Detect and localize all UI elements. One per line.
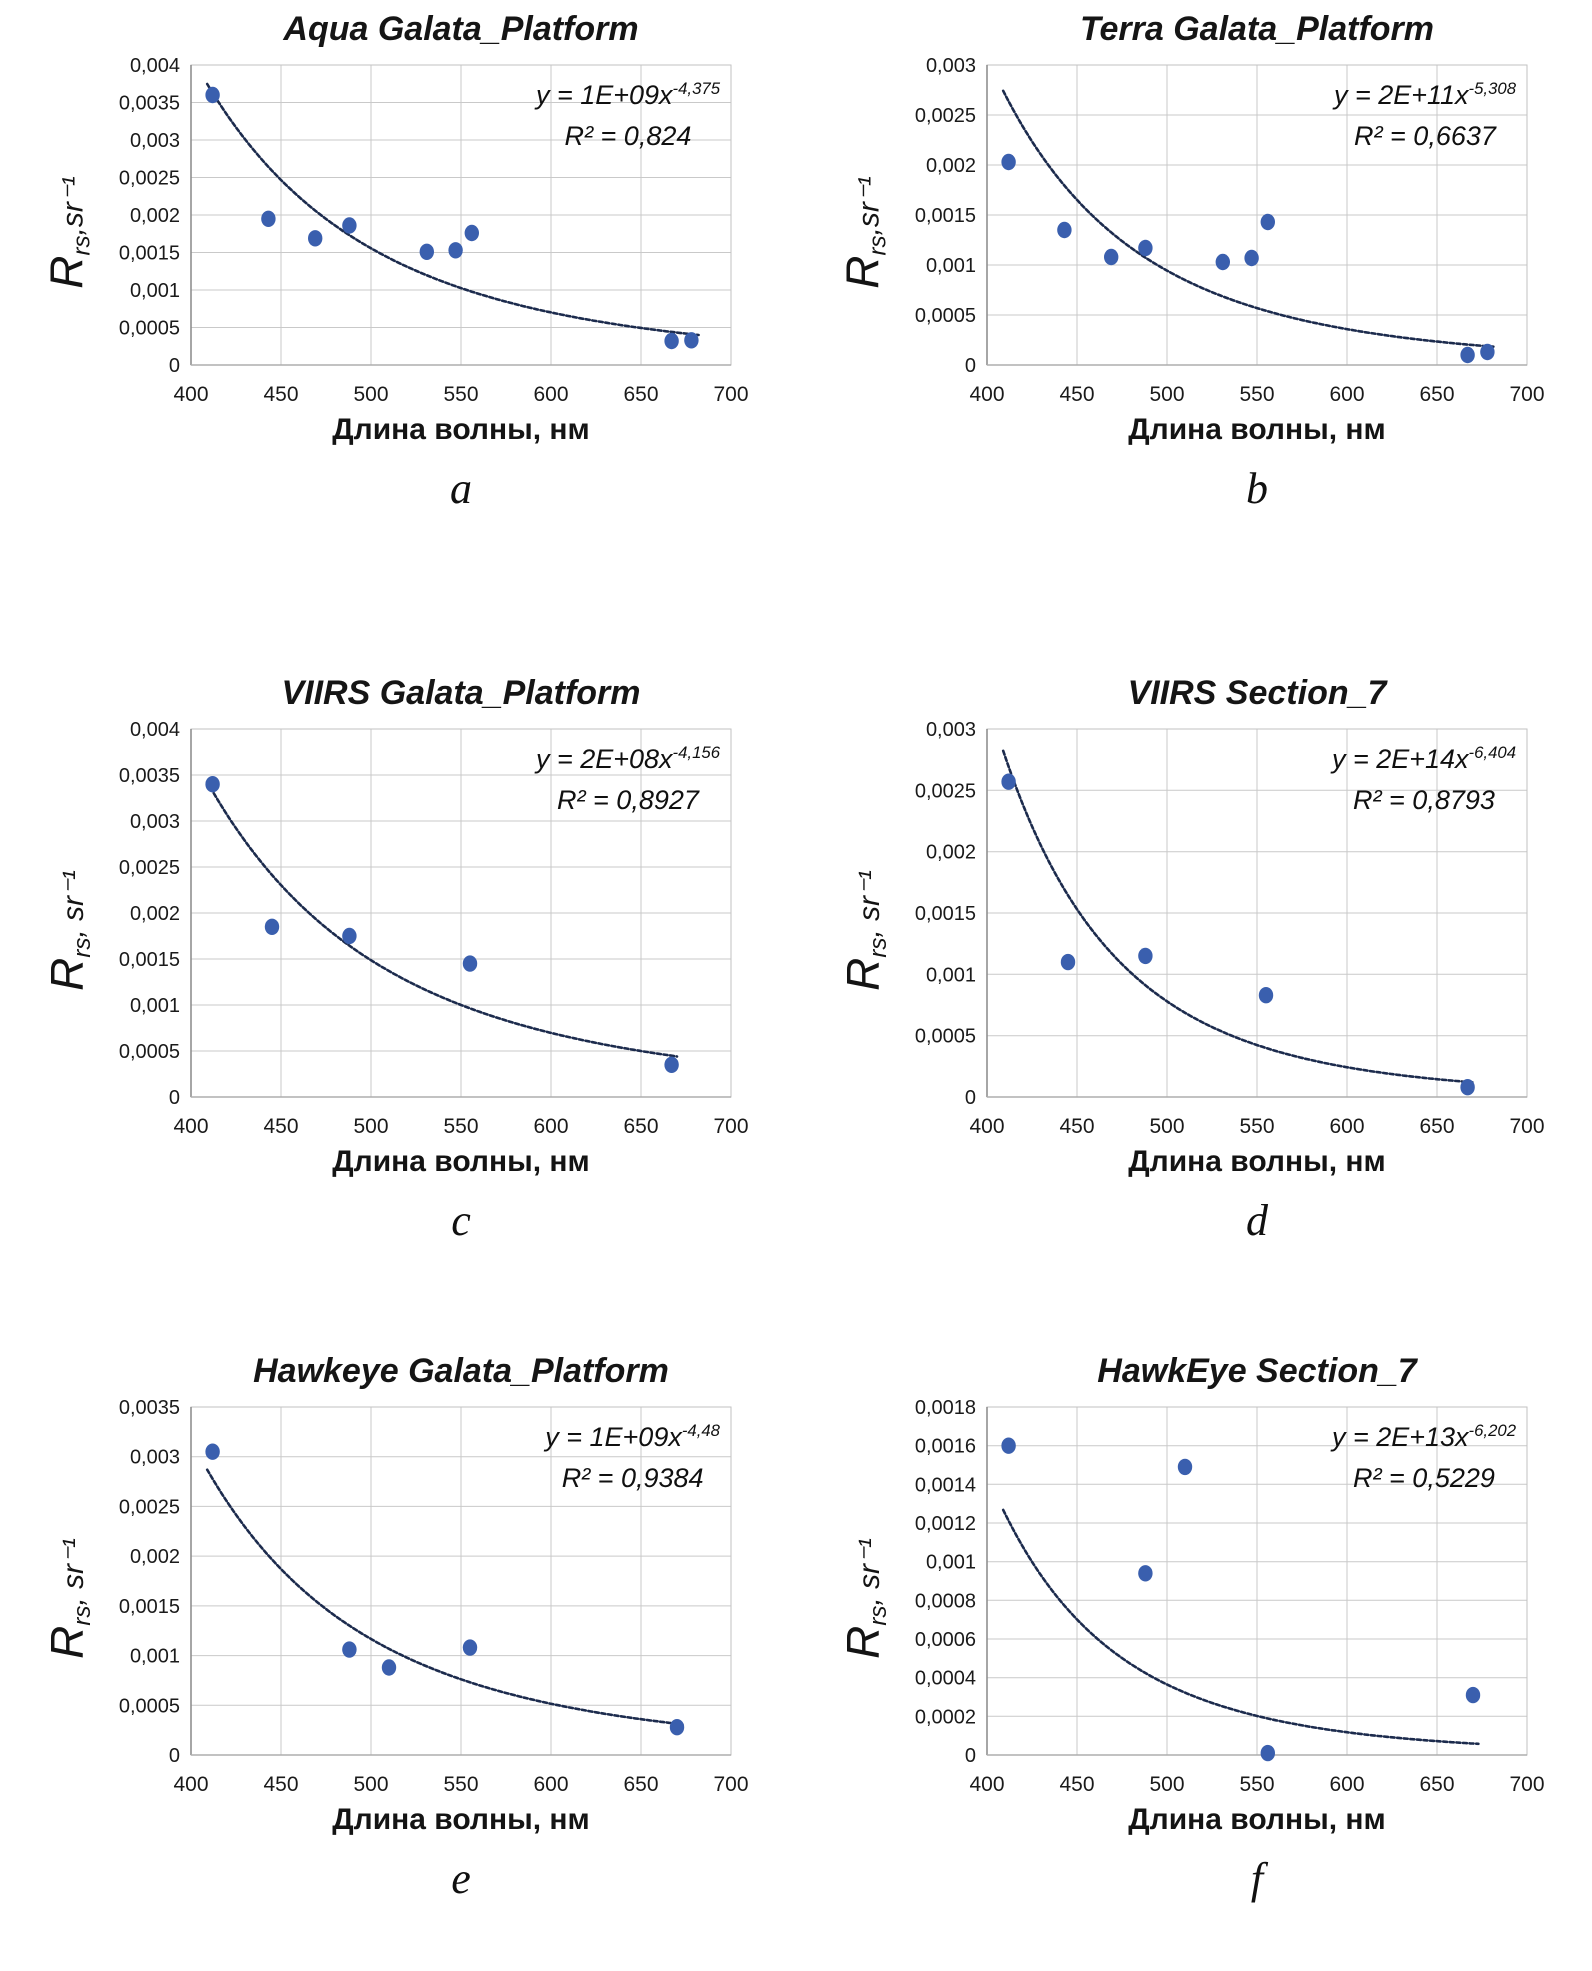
data-point [1057,221,1071,237]
x-tick-label: 600 [533,1772,569,1796]
y-tick-label: 0,004 [129,718,180,741]
y-tick-label: 0 [964,354,976,377]
data-point [205,776,219,792]
x-tick-label: 700 [1509,382,1545,406]
ylabel-subscript: rs [68,937,96,958]
x-tick-label: 500 [1149,382,1185,406]
y-tick-label: 0,0025 [118,856,180,879]
x-tick-label: 650 [1419,1772,1455,1796]
data-point [1261,213,1275,229]
r-squared-text: R² = 0,5229 [1353,1463,1495,1494]
equation-exponent: -4,48 [681,1420,720,1440]
x-tick-label: 450 [263,382,299,406]
x-tick-label: 600 [1329,1114,1365,1138]
data-point [1138,239,1152,255]
x-tick-label: 700 [713,1114,749,1138]
y-tick-label: 0 [168,1086,180,1109]
chart-title: VIIRS Galata_Platform [281,674,641,712]
y-tick-label: 0,0035 [118,92,180,114]
trendline-equation [536,75,720,159]
y-tick-label: 0,0015 [118,1595,180,1618]
y-tick-label: 0 [964,1744,976,1767]
equation-exponent: -4,375 [672,78,720,98]
data-point [448,242,462,258]
x-tick-label: 700 [1509,1772,1545,1796]
x-tick-label: 550 [443,1114,479,1138]
chart-body [40,717,756,1145]
y-tick-label: 0,0005 [118,1694,180,1717]
ylabel-symbol: R [836,255,889,289]
data-point [670,1719,684,1735]
equation-text: y = 2E+08x [535,743,673,774]
x-tick-label: 650 [623,1114,659,1138]
x-tick-label: 600 [1329,1772,1365,1796]
chart-cell-a [0,0,796,610]
y-tick-label: 0 [964,1086,976,1109]
trendline-equation [545,1417,720,1501]
equation-exponent: -4,156 [672,742,720,762]
ylabel-unit: , sr⁻¹ [56,1538,90,1606]
y-tick-label: 0,003 [925,54,976,77]
x-tick-label: 400 [173,1772,209,1796]
equation-exponent: -6,404 [1468,742,1516,762]
y-tick-label: 0,001 [925,254,976,277]
x-tick-label: 550 [443,1772,479,1796]
panel-letter: e [451,1853,471,1903]
data-point [1061,953,1075,969]
y-tick-label: 0,001 [925,1551,976,1574]
equation-text: y = 1E+09x [545,1421,682,1452]
trendline [207,1469,682,1724]
data-point [463,955,477,971]
x-axis-title: Длина волны, нм [332,1802,590,1836]
chart-title: Hawkeye Galata_Platform [253,1352,669,1390]
trendline-equation [1332,739,1516,823]
y-tick-label: 0,003 [925,718,976,741]
x-tick-label: 550 [1239,1114,1275,1138]
x-tick-label: 600 [533,1114,569,1138]
x-tick-label: 450 [1059,1772,1095,1796]
data-point [463,1639,477,1655]
x-tick-label: 600 [533,382,569,406]
y-tick-label: 0,0016 [914,1435,976,1458]
x-tick-label: 500 [353,382,389,406]
equation-text: y = 2E+13x [1331,1421,1469,1452]
y-tick-label: 0,003 [129,129,180,152]
y-tick-label: 0,0018 [914,1396,976,1419]
x-tick-label: 650 [623,382,659,406]
data-point [261,210,275,226]
data-point [205,1443,219,1459]
ylabel-symbol: R [40,255,93,289]
y-tick-label: 0 [168,354,180,377]
ylabel-symbol: R [836,1625,889,1659]
data-point [1261,1744,1275,1760]
y-axis-title [40,1395,96,1803]
y-tick-label: 0 [168,1744,180,1767]
ylabel-unit: ,sr⁻¹ [852,176,886,236]
chart-c [0,672,796,1246]
y-tick-label: 0,002 [925,841,976,864]
data-point [684,332,698,348]
chart-body [40,53,756,413]
chart-e [0,1350,796,1904]
data-point [664,1056,678,1072]
x-tick-label: 500 [353,1114,389,1138]
data-point [308,230,322,246]
chart-body [836,53,1552,413]
y-tick-label: 0,0014 [914,1473,976,1496]
ylabel-unit: , sr⁻¹ [852,870,886,938]
y-tick-label: 0,0015 [118,242,180,264]
x-tick-label: 500 [1149,1772,1185,1796]
x-tick-label: 500 [1149,1114,1185,1138]
chart-title: HawkEye Section_7 [1097,1352,1417,1390]
y-axis-title [40,717,96,1145]
y-tick-label: 0,0025 [118,1495,180,1518]
x-tick-label: 400 [173,1114,209,1138]
x-tick-label: 400 [173,382,209,406]
chart-a [0,8,796,514]
y-axis-title [836,1395,892,1803]
x-tick-label: 550 [1239,1772,1275,1796]
data-point [1460,1079,1474,1095]
x-tick-label: 700 [713,1772,749,1796]
y-tick-label: 0,0035 [118,764,180,787]
data-point [342,217,356,233]
ylabel-symbol: R [40,957,93,991]
trendline [1003,1509,1478,1743]
y-tick-label: 0,0002 [914,1705,976,1728]
y-tick-label: 0,002 [129,902,180,925]
data-point [1259,987,1273,1003]
y-tick-label: 0,0005 [914,1025,976,1048]
trendline-equation [536,739,720,823]
chart-body [836,1395,1552,1803]
ylabel-symbol: R [40,1625,93,1659]
y-tick-label: 0,0035 [118,1396,180,1419]
data-point [1480,343,1494,359]
chart-title: Terra Galata_Platform [1080,10,1434,48]
y-tick-label: 0,0006 [914,1628,976,1651]
panel-letter: d [1246,1195,1268,1245]
y-tick-label: 0,0025 [914,779,976,802]
data-point [1001,773,1015,789]
chart-cell-c [0,610,796,1300]
data-point [342,927,356,943]
ylabel-unit: , sr⁻¹ [56,870,90,938]
chart-title: Aqua Galata_Platform [283,10,639,48]
data-point [342,1641,356,1657]
panel-letter: f [1250,1853,1264,1903]
y-tick-label: 0,002 [925,154,976,177]
x-axis-title: Длина волны, нм [1128,1144,1386,1178]
y-tick-label: 0,0025 [118,167,180,189]
y-tick-label: 0,003 [129,810,180,833]
chart-b [796,8,1592,514]
equation-exponent: -5,308 [1468,78,1516,98]
y-tick-label: 0,0025 [914,104,976,127]
equation-text: y = 2E+14x [1331,743,1469,774]
x-tick-label: 400 [969,1114,1005,1138]
x-tick-label: 650 [1419,382,1455,406]
r-squared-text: R² = 0,6637 [1354,121,1496,152]
x-tick-label: 450 [1059,1114,1095,1138]
ylabel-subscript: rs [68,1605,96,1626]
chart-f [796,1350,1592,1904]
x-tick-label: 600 [1329,382,1365,406]
x-axis-title: Длина волны, нм [1128,412,1386,446]
trendline-equation [1332,1417,1516,1501]
ylabel-unit: ,sr⁻¹ [56,176,90,236]
y-tick-label: 0,0005 [118,1040,180,1063]
chart-cell-d [796,610,1592,1300]
data-point [1104,248,1118,264]
equation-text: y = 1E+09x [535,79,673,110]
x-axis-title: Длина волны, нм [1128,1802,1386,1836]
data-point [465,224,479,240]
chart-body [40,1395,756,1803]
y-tick-label: 0,004 [129,54,180,77]
data-point [1001,153,1015,169]
ylabel-unit: , sr⁻¹ [852,1538,886,1606]
x-tick-label: 650 [1419,1114,1455,1138]
trendline-equation [1334,75,1516,159]
data-point [205,86,219,102]
y-tick-label: 0,0005 [914,304,976,327]
equation-exponent: -6,202 [1468,1420,1516,1440]
y-axis-title [836,53,892,413]
ylabel-subscript: rs [864,1605,892,1626]
trendline [207,781,677,1056]
data-point [265,918,279,934]
ylabel-subscript: rs [864,937,892,958]
y-tick-label: 0,0004 [914,1667,976,1690]
x-tick-label: 450 [263,1772,299,1796]
chart-cell-f [796,1300,1592,1971]
r-squared-text: R² = 0,8927 [557,785,699,816]
data-point [382,1659,396,1675]
r-squared-text: R² = 0,9384 [561,1463,704,1494]
y-axis-title [836,717,892,1145]
x-tick-label: 700 [713,382,749,406]
chart-body [836,717,1552,1145]
y-tick-label: 0,001 [925,963,976,986]
data-point [1178,1458,1192,1474]
x-tick-label: 550 [1239,382,1275,406]
x-tick-label: 500 [353,1772,389,1796]
data-point [420,243,434,259]
y-tick-label: 0,0012 [914,1512,976,1535]
data-point [1138,1565,1152,1581]
y-tick-label: 0,001 [129,279,180,302]
y-tick-label: 0,0005 [118,317,180,339]
x-tick-label: 700 [1509,1114,1545,1138]
y-tick-label: 0,002 [129,204,180,227]
y-tick-label: 0,0015 [118,948,180,971]
data-point [1244,249,1258,265]
x-axis-title: Длина волны, нм [332,1144,590,1178]
x-tick-label: 450 [263,1114,299,1138]
data-point [1138,947,1152,963]
data-point [1001,1437,1015,1453]
chart-d [796,672,1592,1246]
equation-text: y = 2E+11x [1333,79,1469,110]
panel-letter: c [451,1195,471,1245]
y-tick-label: 0,001 [129,1645,180,1668]
x-tick-label: 400 [969,382,1005,406]
data-point [664,332,678,348]
ylabel-symbol: R [836,957,889,991]
x-axis-title: Длина волны, нм [332,412,590,446]
data-point [1466,1686,1480,1702]
y-axis-title [40,53,96,413]
panel-letter: a [450,463,472,513]
x-tick-label: 450 [1059,382,1095,406]
chart-cell-b [796,0,1592,610]
r-squared-text: R² = 0,824 [564,121,692,152]
ylabel-subscript: rs [864,235,892,256]
y-tick-label: 0,001 [129,994,180,1017]
data-point [1216,253,1230,269]
x-tick-label: 400 [969,1772,1005,1796]
x-tick-label: 550 [443,382,479,406]
chart-title: VIIRS Section_7 [1127,674,1387,712]
x-tick-label: 650 [623,1772,659,1796]
data-point [1460,346,1474,362]
ylabel-subscript: rs [68,235,96,256]
chart-cell-e [0,1300,796,1971]
panel-letter: b [1246,463,1268,513]
y-tick-label: 0,0015 [914,204,976,227]
y-tick-label: 0,002 [129,1545,180,1568]
y-tick-label: 0,0008 [914,1589,976,1612]
y-tick-label: 0,003 [129,1446,180,1469]
r-squared-text: R² = 0,8793 [1353,785,1495,816]
y-tick-label: 0,0015 [914,902,976,925]
